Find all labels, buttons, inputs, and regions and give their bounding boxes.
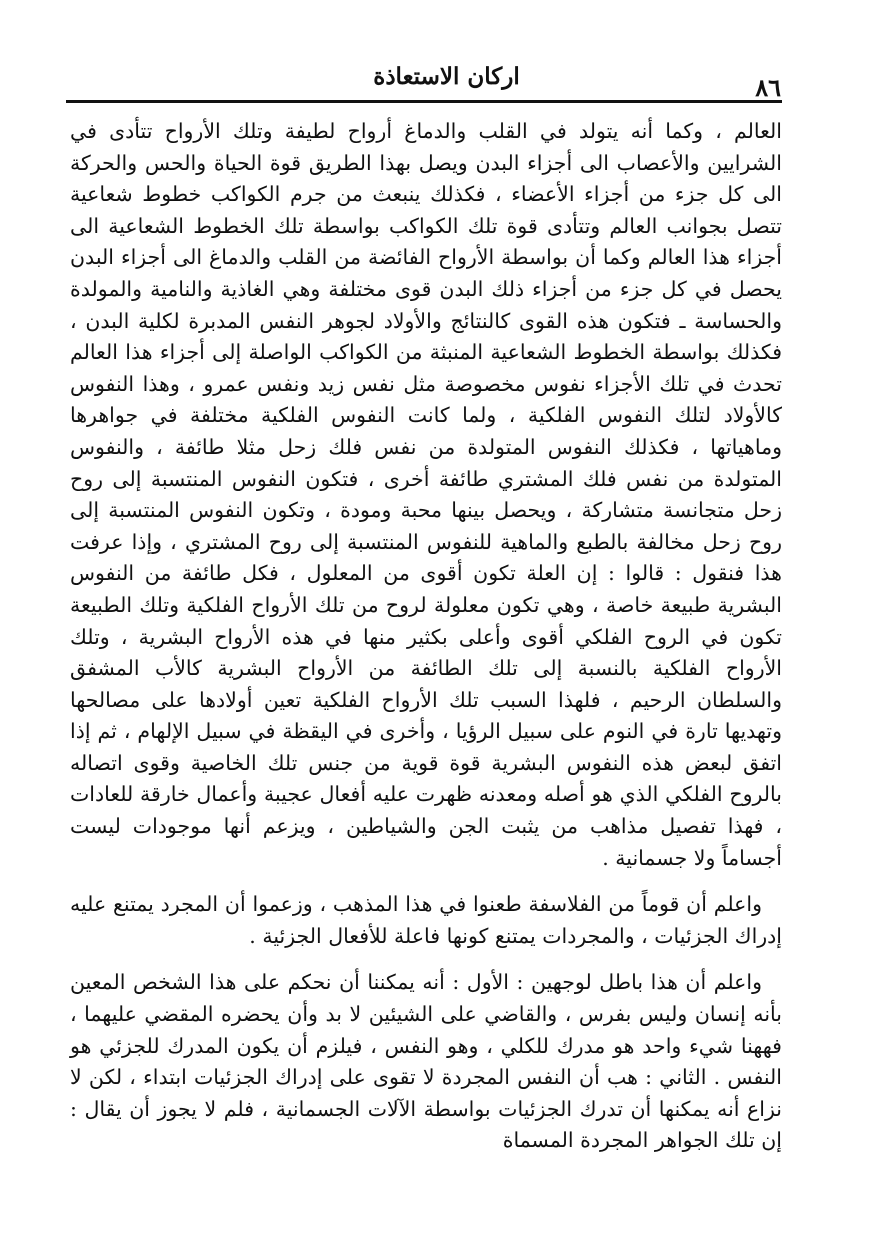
- header-rule: [66, 100, 782, 103]
- running-title: اركان الاستعاذة: [373, 63, 520, 90]
- paragraph-3: واعلم أن هذا باطل لوجهين : الأول : أنه يمكننا أن نحكم على هذا الشخص المعين بأنه إنسان وليس بفرس ، والقاضي على الشيئين لا بد وأن يحضره المقضي عليهما ، فههنا شيء واحد هو مدرك للكلي ، وهو النفس ، فيلزم أن يكون المدرك للجزئي هو النفس . الثاني : هب أن النفس المجردة لا تقوى على إدراك الجزئيات ابتداء ، لكن لا نزاع أنه يمكنها أن تدرك الجزئيات بواسطة الآلات الجسمانية ، فلم لا يجوز أن يقال : إن تلك الجواهر المجردة المسماة: [70, 970, 782, 1153]
- body-text: [70, 116, 782, 1157]
- page-number: ٨٦: [755, 73, 781, 102]
- paragraph-2: واعلم أن قوماً من الفلاسفة طعنوا في هذا المذهب ، وزعموا أن المجرد يمتنع عليه إدراك الجزئيات ، والمجردات يمتنع كونها فاعلة للأفعال الجزئية .: [70, 892, 782, 948]
- paragraph-1: العالم ، وكما أنه يتولد في القلب والدماغ أرواح لطيفة وتلك الأرواح تتأدى في الشرايين والأعصاب الى أجزاء البدن ويصل بهذا الطريق قوة الحياة والحس والحركة الى كل جزء من أجزاء الأعضاء ، فكذلك ينبعث من جرم الكواكب خطوط شعاعية تتصل بجوانب العالم وتتأدى قوة تلك الكواكب بواسطة تلك الخطوط الشعاعية الى أجزاء هذا العالم وكما أن بواسطة الأرواح الفائضة من القلب والدماغ الى أجزاء البدن يحصل في كل جزء من أجزاء ذلك البدن قوى مختلفة وهي الغاذية والنامية والمولدة والحساسة ـ فتكون هذه القوى كالنتائج والأولاد لجوهر النفس المدبرة لكلية البدن ، فكذلك بواسطة الخطوط الشعاعية المنبثة من الكواكب الواصلة إلى أجزاء هذا العالم تحدث في تلك الأجزاء نفوس مخصوصة مثل نفس زيد ونفس عمرو ، وهذا النفوس كالأولاد لتلك النفوس الفلكية ، ولما كانت النفوس الفلكية مختلفة في جواهرها وماهياتها ، فكذلك النفوس المتولدة من نفس فلك زحل مثلا طائفة ، والنفوس المتولدة من نفس فلك المشتري طائفة أخرى ، فتكون النفوس المنتسبة إلى روح زحل متجانسة متشاركة ، ويحصل بينها محبة ومودة ، وتكون النفوس المنتسبة إلى روح زحل مخالفة بالطبع والماهية للنفوس المنتسبة إلى روح المشتري ، وإذا عرفت هذا فنقول : قالوا : إن العلة تكون أقوى من المعلول ، فكل طائفة من النفوس البشرية طبيعة خاصة ، وهي تكون معلولة لروح من تلك الأرواح الفلكية وتلك الطبيعة تكون في الروح الفلكي أقوى وأعلى بكثير منها في هذه الأرواح البشرية ، وتلك الأرواح الفلكية بالنسبة إلى تلك الطائفة من الأرواح البشرية كالأب المشفق والسلطان الرحيم ، فلهذا السبب تلك الأرواح الفلكية تعين أولادها على مصالحها وتهديها تارة في النوم على سبيل الرؤيا ، وأخرى في اليقظة في سبيل الإلهام ، ثم إذا اتفق لبعض هذه النفوس البشرية قوة قوية من جنس تلك الخاصية وقوى اتصاله بالروح الفلكي الذي هو أصله ومعدنه ظهرت عليه أفعال عجيبة وأعمال خارقة للعادات ، فهذا تفصيل مذاهب من يثبت الجن والشياطين ، ويزعم أنها موجودات ليست أجساماً ولا جسمانية .: [70, 119, 782, 870]
